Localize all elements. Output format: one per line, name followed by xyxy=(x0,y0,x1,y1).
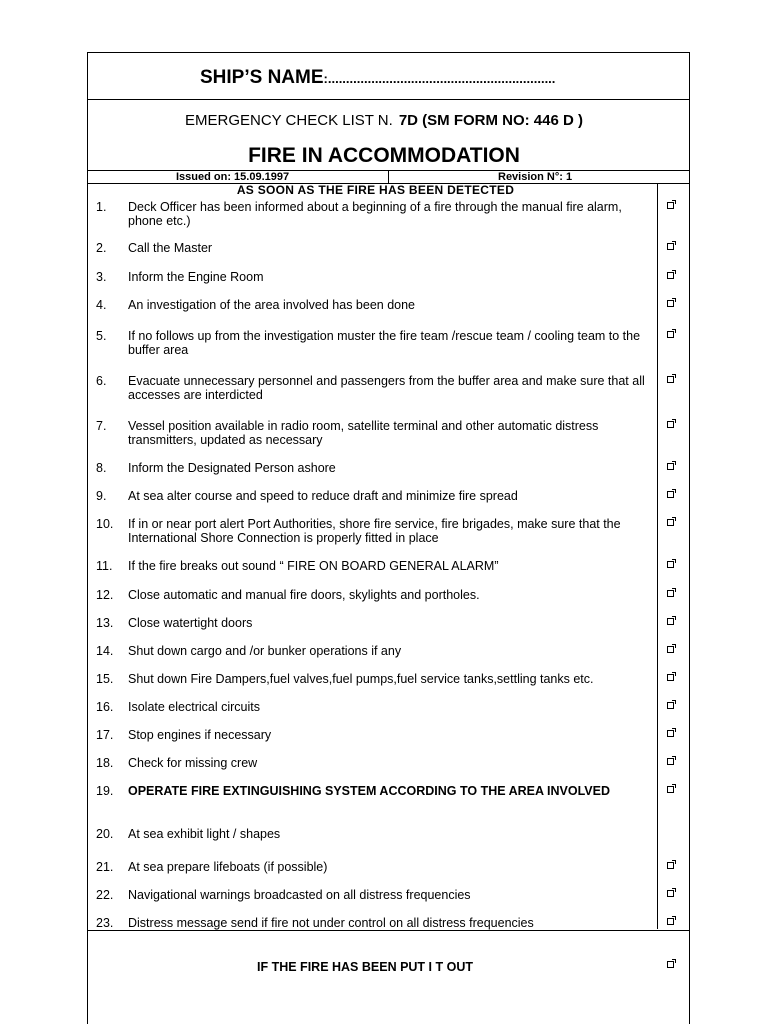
item-text: Call the Master xyxy=(128,241,213,255)
item-checkbox[interactable] xyxy=(667,646,674,653)
item-checkbox[interactable] xyxy=(667,463,674,470)
item-number: 18. xyxy=(96,756,114,770)
divider-issued-revision xyxy=(388,170,389,183)
item-checkbox[interactable] xyxy=(667,758,674,765)
item-text: Navigational warnings broadcasted on all distress frequencies xyxy=(128,888,471,902)
item-text: If no follows up from the investigation muster the fire team /rescue team / cooling team to the buffer area xyxy=(128,329,641,357)
item-checkbox[interactable] xyxy=(667,890,674,897)
item-number: 17. xyxy=(96,728,114,742)
divider-header xyxy=(87,99,690,100)
item-number: 7. xyxy=(96,419,107,433)
item-checkbox[interactable] xyxy=(667,519,674,526)
item-text: Close automatic and manual fire doors, skylights and portholes. xyxy=(128,588,480,602)
form-title: FIRE IN ACCOMMODATION xyxy=(248,144,520,167)
ship-name-label: SHIP’S NAME xyxy=(200,67,324,88)
item-number: 4. xyxy=(96,298,107,312)
checkbox-column-divider xyxy=(657,183,658,929)
item-checkbox[interactable] xyxy=(667,202,674,209)
item-number: 8. xyxy=(96,461,107,475)
ship-name-field[interactable] xyxy=(200,67,555,89)
item-checkbox[interactable] xyxy=(667,702,674,709)
item-number: 15. xyxy=(96,672,114,686)
item-text: Vessel position available in radio room, satellite terminal and other automatic distress transmitters, updated as necessary xyxy=(128,419,599,447)
divider-final-section xyxy=(87,930,690,931)
item-checkbox[interactable] xyxy=(667,862,674,869)
item-text: If in or near port alert Port Authorities, shore fire service, fire brigades, make sure that the International Shore Connection is properly fitted in place xyxy=(128,517,621,545)
item-text: Inform the Engine Room xyxy=(128,270,264,284)
item-text: Isolate electrical circuits xyxy=(128,700,260,714)
checklist-label: EMERGENCY CHECK LIST N. xyxy=(184,112,393,129)
item-number: 21. xyxy=(96,860,114,874)
item-checkbox[interactable] xyxy=(667,674,674,681)
final-heading: IF THE FIRE HAS BEEN PUT I T OUT xyxy=(257,960,473,974)
item-checkbox[interactable] xyxy=(667,918,674,925)
item-text: Shut down Fire Dampers,fuel valves,fuel pumps,fuel service tanks,settling tanks etc. xyxy=(128,672,594,686)
item-text: If the fire breaks out sound “ FIRE ON BOARD GENERAL ALARM” xyxy=(128,559,499,573)
item-checkbox[interactable] xyxy=(667,272,674,279)
item-checkbox[interactable] xyxy=(667,243,674,250)
item-number: 10. xyxy=(96,517,114,531)
item-checkbox[interactable] xyxy=(667,300,674,307)
item-number: 19. xyxy=(96,784,114,798)
item-number: 23. xyxy=(96,916,114,930)
item-checkbox[interactable] xyxy=(667,786,674,793)
checklist-line xyxy=(0,112,768,129)
item-text: Close watertight doors xyxy=(128,616,253,630)
item-text: At sea prepare lifeboats (if possible) xyxy=(128,860,328,874)
item-number: 13. xyxy=(96,616,114,630)
ship-name-blank: :............................................................... xyxy=(323,71,556,86)
item-text: Check for missing crew xyxy=(128,756,258,770)
item-number: 12. xyxy=(96,588,114,602)
item-checkbox[interactable] xyxy=(667,618,674,625)
item-checkbox[interactable] xyxy=(667,376,674,383)
item-number: 6. xyxy=(96,374,107,388)
issued-date: Issued on: 15.09.1997 xyxy=(176,171,290,183)
checklist-code: 7D (SM FORM NO: 446 D ) xyxy=(398,112,583,129)
item-checkbox[interactable] xyxy=(667,491,674,498)
item-text: At sea exhibit light / shapes xyxy=(128,827,281,841)
item-text: Shut down cargo and /or bunker operations if any xyxy=(128,644,402,658)
item-number: 3. xyxy=(96,270,107,284)
revision-number: Revision N°: 1 xyxy=(498,171,573,183)
item-number: 22. xyxy=(96,888,114,902)
item-number: 20. xyxy=(96,827,114,841)
item-number: 2. xyxy=(96,241,107,255)
item-text: Distress message send if fire not under control on all distress frequencies xyxy=(128,916,534,930)
item-text: Stop engines if necessary xyxy=(128,728,272,742)
item-number: 14. xyxy=(96,644,114,658)
item-text: OPERATE FIRE EXTINGUISHING SYSTEM ACCORDING TO THE AREA INVOLVED xyxy=(128,784,610,798)
item-text: Inform the Designated Person ashore xyxy=(128,461,336,475)
item-checkbox[interactable] xyxy=(667,590,674,597)
item-number: 11. xyxy=(96,559,113,573)
item-checkbox[interactable] xyxy=(667,561,674,568)
item-checkbox[interactable] xyxy=(667,421,674,428)
item-text: Evacuate unnecessary personnel and passengers from the buffer area and make sure that all accesses are interdicted xyxy=(128,374,645,402)
item-text: An investigation of the area involved has been done xyxy=(128,298,416,312)
final-checkbox[interactable] xyxy=(667,961,674,968)
section-heading: AS SOON AS THE FIRE HAS BEEN DETECTED xyxy=(236,183,515,197)
item-number: 16. xyxy=(96,700,114,714)
item-number: 9. xyxy=(96,489,107,503)
item-checkbox[interactable] xyxy=(667,331,674,338)
item-number: 5. xyxy=(96,329,107,343)
item-text: Deck Officer has been informed about a beginning of a fire through the manual fire alarm, phone etc.) xyxy=(128,200,622,228)
item-text: At sea alter course and speed to reduce draft and minimize fire spread xyxy=(128,489,518,503)
item-number: 1. xyxy=(96,200,107,214)
item-checkbox[interactable] xyxy=(667,730,674,737)
